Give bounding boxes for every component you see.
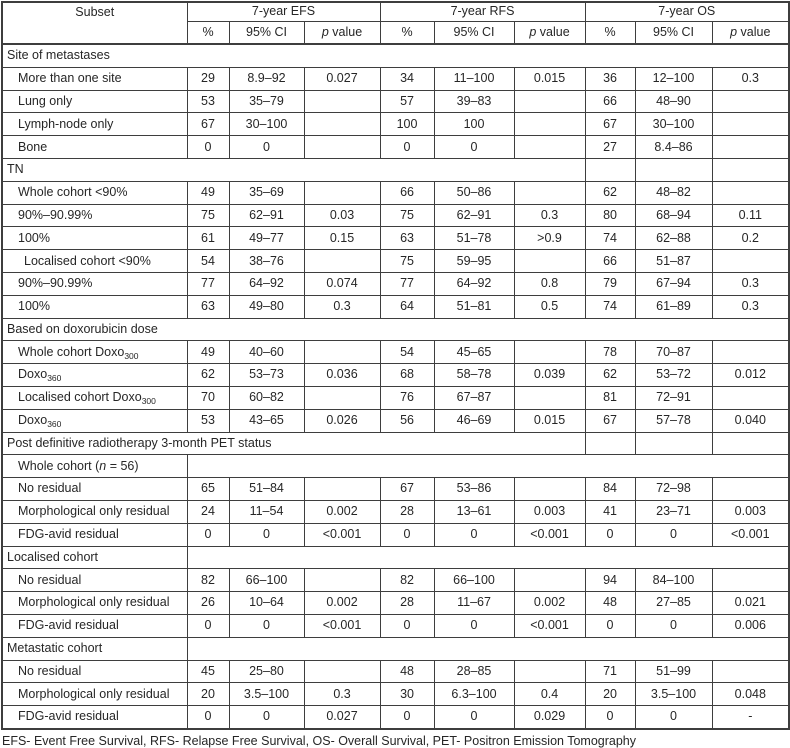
table-row	[2, 250, 789, 273]
table-row	[2, 90, 789, 113]
value-cell: 78	[585, 341, 635, 364]
value-cell: 67	[380, 478, 434, 501]
table-row	[2, 637, 789, 660]
value-cell	[712, 386, 789, 409]
table-row	[2, 364, 789, 387]
table-row	[2, 272, 789, 295]
table-row	[2, 341, 789, 364]
value-cell: 0	[380, 136, 434, 159]
table-row	[2, 706, 789, 729]
value-cell: 49	[187, 341, 229, 364]
value-cell: 3.5–100	[229, 683, 304, 706]
value-cell: 0	[585, 523, 635, 546]
value-cell: 80	[585, 204, 635, 227]
value-cell	[304, 660, 380, 683]
value-cell: 0	[187, 706, 229, 729]
value-cell: 20	[585, 683, 635, 706]
value-cell: 53	[187, 409, 229, 432]
value-cell: 0	[635, 614, 712, 637]
table-row	[2, 318, 789, 341]
value-cell: 79	[585, 272, 635, 295]
value-cell: 40–60	[229, 341, 304, 364]
value-cell: 64–92	[434, 272, 514, 295]
value-cell: 23–71	[635, 500, 712, 523]
value-cell: 45	[187, 660, 229, 683]
value-cell	[514, 341, 585, 364]
value-cell: 68	[380, 364, 434, 387]
value-cell	[304, 250, 380, 273]
value-cell: 67	[585, 409, 635, 432]
value-cell: <0.001	[514, 523, 585, 546]
value-cell: 51–84	[229, 478, 304, 501]
row-label: FDG-avid residual	[2, 614, 187, 637]
table-row	[2, 227, 789, 250]
row-label: Morphological only residual	[2, 683, 187, 706]
value-cell	[304, 478, 380, 501]
value-cell: 0	[187, 136, 229, 159]
value-cell: 28–85	[434, 660, 514, 683]
value-cell: 11–100	[434, 67, 514, 90]
value-cell: 51–87	[635, 250, 712, 273]
value-cell	[304, 386, 380, 409]
value-cell: 65	[187, 478, 229, 501]
value-cell: 66–100	[229, 569, 304, 592]
value-cell	[712, 250, 789, 273]
value-cell: 0.8	[514, 272, 585, 295]
value-cell: 100	[434, 113, 514, 136]
value-cell: 0.002	[304, 592, 380, 615]
row-label: No residual	[2, 569, 187, 592]
value-cell: 48	[380, 660, 434, 683]
value-cell: 26	[187, 592, 229, 615]
row-label: Lymph-node only	[2, 113, 187, 136]
value-cell: 3.5–100	[635, 683, 712, 706]
value-cell	[712, 136, 789, 159]
row-label: Localised cohort <90%	[2, 250, 187, 273]
value-cell: 6.3–100	[434, 683, 514, 706]
value-cell: 0.03	[304, 204, 380, 227]
value-cell: 62–91	[229, 204, 304, 227]
empty-cell	[585, 158, 635, 181]
value-cell: 0.3	[712, 272, 789, 295]
value-cell: 0.026	[304, 409, 380, 432]
value-cell	[712, 113, 789, 136]
value-cell: 76	[380, 386, 434, 409]
value-cell: 0	[187, 523, 229, 546]
row-label: FDG-avid residual	[2, 706, 187, 729]
row-label: Lung only	[2, 90, 187, 113]
value-cell: 66	[585, 250, 635, 273]
value-cell: 48–90	[635, 90, 712, 113]
value-cell: 0.3	[304, 683, 380, 706]
header-subset: Subset	[2, 2, 187, 44]
value-cell: 49–80	[229, 295, 304, 318]
value-cell: 8.9–92	[229, 67, 304, 90]
value-cell: 25–80	[229, 660, 304, 683]
value-cell: 68–94	[635, 204, 712, 227]
value-cell: 43–65	[229, 409, 304, 432]
value-cell	[712, 341, 789, 364]
empty-cell	[635, 158, 712, 181]
value-cell: 0.006	[712, 614, 789, 637]
value-cell: 0.3	[514, 204, 585, 227]
header-rfs-percent: %	[380, 22, 434, 45]
value-cell: 27	[585, 136, 635, 159]
table-row	[2, 386, 789, 409]
value-cell: 11–67	[434, 592, 514, 615]
table-row	[2, 614, 789, 637]
value-cell	[304, 181, 380, 204]
value-cell: <0.001	[514, 614, 585, 637]
value-cell: 0.003	[712, 500, 789, 523]
value-cell	[514, 181, 585, 204]
table-row	[2, 136, 789, 159]
survival-outcomes-table	[1, 1, 790, 730]
value-cell	[514, 569, 585, 592]
value-cell: 53–73	[229, 364, 304, 387]
value-cell	[304, 341, 380, 364]
value-cell: 0.3	[304, 295, 380, 318]
value-cell: 75	[187, 204, 229, 227]
value-cell: 53–72	[635, 364, 712, 387]
value-cell: 28	[380, 500, 434, 523]
row-label: FDG-avid residual	[2, 523, 187, 546]
row-label: Whole cohort Doxo$_{300}$	[2, 341, 187, 364]
value-cell: 0.027	[304, 67, 380, 90]
value-cell: 70	[187, 386, 229, 409]
section-label: Site of metastases	[2, 44, 789, 67]
value-cell: 0.3	[712, 67, 789, 90]
value-cell: 60–82	[229, 386, 304, 409]
value-cell: 39–83	[434, 90, 514, 113]
value-cell: 71	[585, 660, 635, 683]
value-cell: 11–54	[229, 500, 304, 523]
value-cell	[304, 113, 380, 136]
value-cell: 48	[585, 592, 635, 615]
table-row	[2, 113, 789, 136]
value-cell: <0.001	[304, 614, 380, 637]
value-cell	[304, 569, 380, 592]
value-cell: 8.4–86	[635, 136, 712, 159]
value-cell: 77	[380, 272, 434, 295]
value-cell: 0.15	[304, 227, 380, 250]
header-efs-pvalue: p value	[304, 22, 380, 45]
value-cell: 51–78	[434, 227, 514, 250]
value-cell: 0	[380, 614, 434, 637]
value-cell: 0	[434, 523, 514, 546]
value-cell	[712, 90, 789, 113]
value-cell: 30	[380, 683, 434, 706]
value-cell: 0.4	[514, 683, 585, 706]
value-cell: 0.015	[514, 409, 585, 432]
header-os-percent: %	[585, 22, 635, 45]
value-cell: 30–100	[635, 113, 712, 136]
value-cell: 36	[585, 67, 635, 90]
value-cell	[304, 90, 380, 113]
table-row	[2, 44, 789, 67]
value-cell: 66	[380, 181, 434, 204]
value-cell: 82	[187, 569, 229, 592]
value-cell: 10–64	[229, 592, 304, 615]
table-row	[2, 523, 789, 546]
value-cell: 57–78	[635, 409, 712, 432]
abbreviation-footnote: EFS- Event Free Survival, RFS- Relapse Free Survival, OS- Overall Survival, PET- Positron Emission Tomography	[2, 733, 637, 748]
section-label: Post definitive radiotherapy 3-month PET status	[2, 432, 585, 455]
value-cell: 28	[380, 592, 434, 615]
value-cell: 0.040	[712, 409, 789, 432]
row-label: No residual	[2, 660, 187, 683]
section-label: Based on doxorubicin dose	[2, 318, 789, 341]
value-cell: 75	[380, 204, 434, 227]
value-cell: 0	[229, 614, 304, 637]
value-cell: 66	[585, 90, 635, 113]
header-rfs-ci: 95% CI	[434, 22, 514, 45]
table-row	[2, 660, 789, 683]
empty-cell	[635, 432, 712, 455]
value-cell: 0	[434, 136, 514, 159]
value-cell: 56	[380, 409, 434, 432]
value-cell: 46–69	[434, 409, 514, 432]
empty-cell	[585, 432, 635, 455]
row-label: Morphological only residual	[2, 592, 187, 615]
value-cell: 0.012	[712, 364, 789, 387]
value-cell: 0.11	[712, 204, 789, 227]
value-cell: 0	[635, 523, 712, 546]
value-cell: 77	[187, 272, 229, 295]
group-label: Whole cohort (n = 56)	[2, 455, 187, 478]
value-cell: 54	[187, 250, 229, 273]
row-label: Bone	[2, 136, 187, 159]
value-cell: 30–100	[229, 113, 304, 136]
table-row	[2, 500, 789, 523]
table-row	[2, 546, 789, 569]
value-cell: 45–65	[434, 341, 514, 364]
value-cell: 0.036	[304, 364, 380, 387]
value-cell: 62	[187, 364, 229, 387]
empty-cell	[187, 546, 789, 569]
row-label: 100%	[2, 227, 187, 250]
value-cell: 0.3	[712, 295, 789, 318]
value-cell: 12–100	[635, 67, 712, 90]
value-cell: 62–88	[635, 227, 712, 250]
value-cell: 41	[585, 500, 635, 523]
value-cell: 27–85	[635, 592, 712, 615]
header-efs-ci: 95% CI	[229, 22, 304, 45]
value-cell: 0	[635, 706, 712, 729]
value-cell: 0.074	[304, 272, 380, 295]
value-cell: 13–61	[434, 500, 514, 523]
value-cell: 94	[585, 569, 635, 592]
value-cell: 20	[187, 683, 229, 706]
table-body	[2, 44, 789, 729]
value-cell: 62	[585, 181, 635, 204]
value-cell: 54	[380, 341, 434, 364]
value-cell: 0.015	[514, 67, 585, 90]
value-cell: 0.2	[712, 227, 789, 250]
value-cell: 0.048	[712, 683, 789, 706]
value-cell	[514, 90, 585, 113]
empty-cell	[712, 158, 789, 181]
value-cell	[514, 478, 585, 501]
empty-cell	[187, 455, 789, 478]
value-cell	[514, 386, 585, 409]
value-cell: 72–91	[635, 386, 712, 409]
value-cell: 0.002	[514, 592, 585, 615]
table-row	[2, 204, 789, 227]
value-cell: 72–98	[635, 478, 712, 501]
value-cell: 0	[585, 706, 635, 729]
value-cell: 0.029	[514, 706, 585, 729]
table-row	[2, 181, 789, 204]
header-os-ci: 95% CI	[635, 22, 712, 45]
value-cell: 61	[187, 227, 229, 250]
value-cell: 75	[380, 250, 434, 273]
group-label: Localised cohort	[2, 546, 187, 569]
value-cell	[514, 113, 585, 136]
header-rfs-pvalue: p value	[514, 22, 585, 45]
value-cell: 100	[380, 113, 434, 136]
header-7year-os: 7-year OS	[585, 2, 789, 22]
value-cell: 70–87	[635, 341, 712, 364]
value-cell: 67	[585, 113, 635, 136]
value-cell: 0	[585, 614, 635, 637]
value-cell: 0.021	[712, 592, 789, 615]
value-cell: 49	[187, 181, 229, 204]
value-cell: 64–92	[229, 272, 304, 295]
header-efs-percent: %	[187, 22, 229, 45]
value-cell: 82	[380, 569, 434, 592]
value-cell: 61–89	[635, 295, 712, 318]
value-cell: 0.5	[514, 295, 585, 318]
group-label: Metastatic cohort	[2, 637, 187, 660]
value-cell: 0	[229, 523, 304, 546]
value-cell: 0	[380, 523, 434, 546]
value-cell	[712, 660, 789, 683]
row-label: Morphological only residual	[2, 500, 187, 523]
value-cell: 53–86	[434, 478, 514, 501]
value-cell: 84–100	[635, 569, 712, 592]
value-cell: 59–95	[434, 250, 514, 273]
value-cell: 50–86	[434, 181, 514, 204]
value-cell	[514, 250, 585, 273]
header-group-row	[2, 2, 789, 22]
value-cell: 24	[187, 500, 229, 523]
row-label: Localised cohort Doxo$_{300}$	[2, 386, 187, 409]
value-cell: 57	[380, 90, 434, 113]
value-cell: 35–79	[229, 90, 304, 113]
value-cell: 67	[187, 113, 229, 136]
value-cell: 74	[585, 227, 635, 250]
row-label: Whole cohort <90%	[2, 181, 187, 204]
row-label: Doxo$_{360}$	[2, 364, 187, 387]
value-cell: 66–100	[434, 569, 514, 592]
value-cell: 53	[187, 90, 229, 113]
header-7year-rfs: 7-year RFS	[380, 2, 585, 22]
value-cell: 58–78	[434, 364, 514, 387]
value-cell: 0.002	[304, 500, 380, 523]
row-label: More than one site	[2, 67, 187, 90]
section-label: TN	[2, 158, 585, 181]
empty-cell	[187, 637, 789, 660]
table-row	[2, 158, 789, 181]
value-cell: 29	[187, 67, 229, 90]
value-cell: 0.039	[514, 364, 585, 387]
value-cell: 0	[380, 706, 434, 729]
value-cell: 51–99	[635, 660, 712, 683]
value-cell: 63	[380, 227, 434, 250]
table-row	[2, 478, 789, 501]
value-cell: <0.001	[304, 523, 380, 546]
value-cell: 62–91	[434, 204, 514, 227]
value-cell	[514, 136, 585, 159]
table-row	[2, 295, 789, 318]
value-cell: <0.001	[712, 523, 789, 546]
value-cell: 74	[585, 295, 635, 318]
value-cell: 38–76	[229, 250, 304, 273]
value-cell: 48–82	[635, 181, 712, 204]
value-cell: 64	[380, 295, 434, 318]
value-cell	[712, 569, 789, 592]
value-cell: 81	[585, 386, 635, 409]
table-row	[2, 592, 789, 615]
value-cell: 63	[187, 295, 229, 318]
table-row	[2, 455, 789, 478]
table-row	[2, 67, 789, 90]
header-os-pvalue: p value	[712, 22, 789, 45]
table-row	[2, 569, 789, 592]
value-cell: 0	[187, 614, 229, 637]
value-cell: 0.003	[514, 500, 585, 523]
value-cell: >0.9	[514, 227, 585, 250]
value-cell: 49–77	[229, 227, 304, 250]
table-row	[2, 409, 789, 432]
value-cell: 0	[434, 614, 514, 637]
empty-cell	[712, 432, 789, 455]
value-cell	[712, 478, 789, 501]
value-cell: 34	[380, 67, 434, 90]
value-cell	[304, 136, 380, 159]
value-cell: -	[712, 706, 789, 729]
table-row	[2, 683, 789, 706]
row-label: 100%	[2, 295, 187, 318]
value-cell	[514, 660, 585, 683]
value-cell: 0.027	[304, 706, 380, 729]
value-cell: 0	[229, 136, 304, 159]
value-cell: 0	[229, 706, 304, 729]
value-cell: 84	[585, 478, 635, 501]
row-label: 90%–90.99%	[2, 272, 187, 295]
table-row	[2, 432, 789, 455]
value-cell: 51–81	[434, 295, 514, 318]
value-cell: 35–69	[229, 181, 304, 204]
value-cell: 0	[434, 706, 514, 729]
row-label: 90%–90.99%	[2, 204, 187, 227]
value-cell: 67–87	[434, 386, 514, 409]
value-cell: 62	[585, 364, 635, 387]
row-label: Doxo$_{360}$	[2, 409, 187, 432]
value-cell: 67–94	[635, 272, 712, 295]
row-label: No residual	[2, 478, 187, 501]
value-cell	[712, 181, 789, 204]
header-7year-efs: 7-year EFS	[187, 2, 380, 22]
